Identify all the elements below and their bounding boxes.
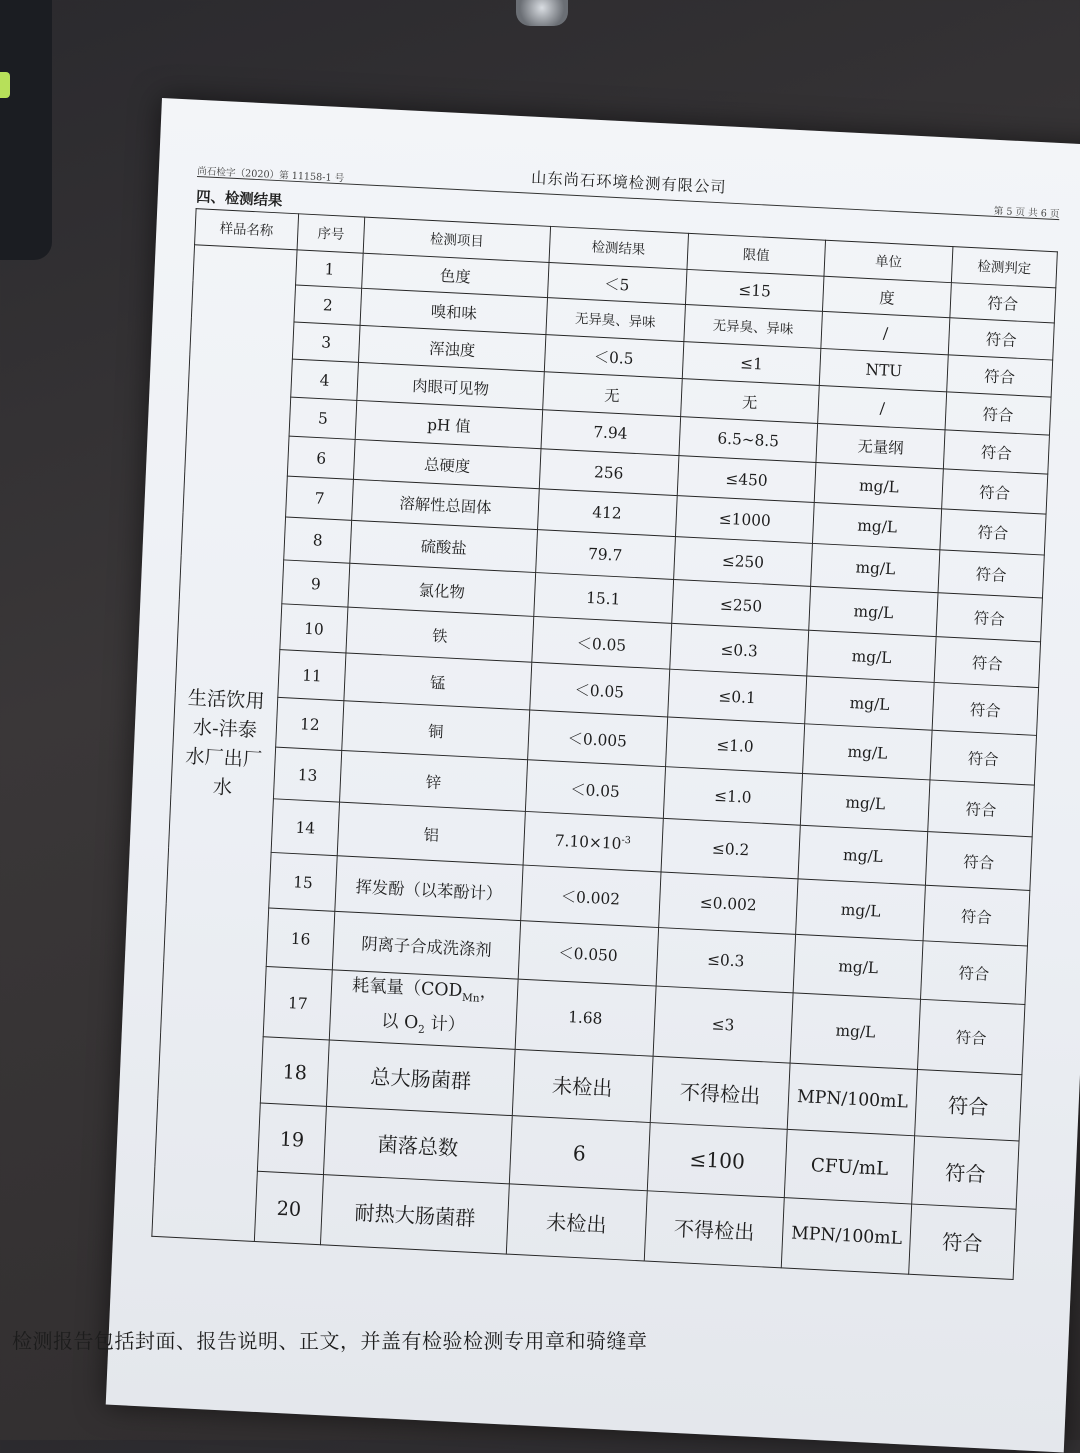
test-item: pH 值 (356, 400, 543, 448)
test-result: 无异臭、异味 (546, 298, 685, 342)
test-result: 未检出 (512, 1049, 653, 1122)
row-number: 15 (268, 852, 337, 911)
column-header: 限值 (687, 233, 826, 276)
limit-value: 6.5~8.5 (679, 417, 818, 463)
limit-value: ≤1.0 (665, 717, 805, 774)
column-header: 检测判定 (951, 247, 1057, 288)
verdict: 符合 (930, 730, 1037, 785)
row-number: 18 (260, 1037, 330, 1107)
unit: mg/L (807, 630, 936, 682)
unit: mg/L (801, 774, 930, 832)
unit: CFU/mL (785, 1129, 915, 1204)
row-number: 5 (289, 397, 357, 439)
item-part: 耗氧量（COD (351, 975, 463, 1002)
item-subscript: 2 (417, 1022, 425, 1036)
verdict: 符合 (942, 469, 1048, 514)
test-result: 无 (542, 372, 681, 417)
test-result: 256 (539, 449, 679, 496)
unit: MPN/100mL (788, 1063, 918, 1136)
unit: mg/L (805, 676, 934, 730)
unit: mg/L (796, 879, 925, 941)
column-header: 单位 (824, 240, 953, 282)
result-base: 7.10×10 (554, 830, 622, 853)
test-item (330, 970, 518, 1049)
verdict: 符合 (940, 509, 1046, 555)
unit: mg/L (798, 825, 927, 885)
row-number: 19 (257, 1103, 327, 1175)
row-number: 17 (263, 966, 333, 1040)
verdict: 符合 (945, 392, 1051, 435)
test-result: 6 (509, 1116, 650, 1191)
test-result: 15.1 (533, 573, 673, 624)
limit-value: ≤3 (653, 986, 794, 1063)
report-page (106, 98, 1080, 1453)
item-part: 计） (424, 1012, 466, 1036)
test-result: ＜5 (547, 262, 686, 304)
test-item: 溶解性总固体 (352, 479, 539, 529)
verdict: 符合 (936, 593, 1042, 642)
row-number: 10 (280, 604, 349, 653)
test-result: ＜0.002 (520, 865, 660, 927)
row-number: 9 (282, 560, 351, 607)
test-result: ＜0.050 (518, 921, 658, 986)
verdict: 符合 (909, 1204, 1016, 1279)
test-item: 铁 (346, 607, 533, 662)
verdict: 符合 (948, 318, 1054, 360)
test-item: 浑浊度 (359, 325, 546, 371)
limit-value: ≤0.002 (658, 872, 798, 934)
test-item: 总大肠菌群 (327, 1040, 515, 1116)
row-number: 2 (294, 285, 362, 325)
verdict: 符合 (923, 885, 1030, 946)
verdict: 符合 (917, 999, 1024, 1074)
unit: mg/L (803, 724, 932, 780)
limit-value: ≤0.2 (661, 818, 801, 879)
test-item: 氯化物 (348, 563, 535, 616)
item-part: ， (479, 981, 498, 1003)
test-item: 锰 (344, 653, 531, 710)
row-number: 4 (290, 359, 358, 400)
test-item: 肉眼可见物 (357, 362, 544, 409)
limit-value: ≤1 (682, 342, 821, 386)
test-result: 7.94 (541, 410, 680, 456)
test-result (523, 811, 663, 872)
unit: mg/L (815, 463, 944, 509)
column-header: 序号 (297, 214, 365, 253)
unit: MPN/100mL (782, 1198, 912, 1275)
row-number: 20 (254, 1171, 324, 1245)
limit-value: 无 (680, 379, 819, 424)
verdict: 符合 (928, 780, 1035, 837)
page-number: 第 5 页 共 6 页 (993, 206, 1060, 221)
section-title: 四、检测结果 (195, 187, 283, 210)
row-number: 11 (278, 650, 347, 701)
column-header: 检测项目 (364, 217, 551, 262)
unit: / (818, 385, 947, 429)
desk-knob (516, 0, 568, 26)
test-result: ＜0.05 (525, 760, 665, 819)
verdict: 符合 (943, 430, 1049, 474)
verdict: 符合 (947, 355, 1053, 397)
test-result: ＜0.05 (532, 616, 672, 669)
test-item: 总硬度 (354, 439, 541, 488)
unit: mg/L (793, 934, 923, 999)
row-number: 3 (292, 322, 360, 362)
test-item: 硫酸盐 (350, 520, 537, 572)
limit-value: 不得检出 (644, 1191, 785, 1268)
test-result: ＜0.5 (544, 335, 683, 379)
limit-value: ≤0.1 (667, 669, 807, 724)
row-number: 8 (283, 517, 352, 563)
unit: mg/L (809, 586, 938, 636)
limit-value: ≤0.3 (656, 928, 796, 993)
report-number: 尚石检字（2020）第 11158-1 号 (197, 166, 345, 185)
verdict: 符合 (938, 550, 1044, 598)
item-part: 以 O (380, 1010, 419, 1033)
test-result: 412 (537, 489, 677, 537)
limit-value: ≤100 (647, 1123, 788, 1198)
test-item: 耐热大肠菌群 (321, 1175, 509, 1254)
verdict: 符合 (950, 283, 1056, 323)
unit: mg/L (811, 543, 940, 592)
test-item: 锌 (340, 750, 527, 811)
limit-value: ≤450 (677, 456, 817, 503)
row-number: 12 (275, 697, 344, 750)
test-result: ＜0.05 (529, 662, 669, 717)
test-result: ＜0.005 (527, 710, 667, 767)
verdict: 符合 (934, 637, 1040, 688)
unit: / (821, 311, 950, 354)
results-table (151, 208, 1058, 1280)
row-number: 7 (285, 476, 354, 520)
column-header: 检测结果 (549, 226, 688, 269)
sample-name: 生活饮用水-沣泰水厂出厂水 (152, 245, 297, 1242)
unit: mg/L (813, 502, 942, 549)
test-item: 铜 (342, 701, 529, 760)
test-item: 铝 (338, 802, 525, 865)
verdict: 符合 (920, 941, 1027, 1005)
device-indicator-light (0, 72, 10, 98)
verdict: 符合 (912, 1136, 1019, 1209)
unit: 度 (823, 276, 952, 317)
row-number: 13 (273, 747, 342, 802)
row-number: 1 (295, 250, 363, 288)
limit-value: ≤15 (685, 269, 824, 311)
limit-value: ≤250 (673, 537, 813, 587)
unit: NTU (820, 348, 949, 391)
limit-value: 无异臭、异味 (683, 304, 822, 348)
verdict: 符合 (932, 682, 1039, 735)
test-item: 菌落总数 (324, 1106, 512, 1184)
test-item: 阴离子合成洗涤剂 (333, 911, 521, 979)
row-number: 16 (266, 908, 335, 970)
row-number: 6 (287, 436, 355, 479)
row-number: 14 (271, 799, 340, 856)
result-exponent: -3 (621, 834, 632, 846)
unit: 无量纲 (816, 424, 945, 469)
limit-value: ≤0.3 (669, 623, 809, 676)
verdict: 符合 (915, 1069, 1022, 1141)
test-item: 嗅和味 (360, 288, 547, 334)
limit-value: 不得检出 (650, 1056, 791, 1129)
test-item: 色度 (362, 253, 549, 297)
test-item: 挥发酚（以苯酚计） (335, 856, 523, 921)
verdict: 符合 (925, 832, 1032, 891)
column-header: 样品名称 (195, 209, 299, 250)
test-result: 未检出 (506, 1184, 647, 1261)
test-result: 79.7 (535, 530, 675, 580)
limit-value: ≤1.0 (663, 767, 803, 826)
desk-device (0, 0, 52, 260)
limit-value: ≤250 (671, 579, 811, 630)
company-name: 山东尚石环境检测有限公司 (530, 168, 727, 197)
footer-note: 检测报告包括封面、报告说明、正文，并盖有检验检测专用章和骑缝章 (12, 1329, 648, 1353)
item-subscript: Mn (461, 990, 480, 1005)
unit: mg/L (790, 993, 920, 1070)
test-result: 1.68 (515, 979, 656, 1056)
limit-value: ≤1000 (675, 496, 815, 544)
